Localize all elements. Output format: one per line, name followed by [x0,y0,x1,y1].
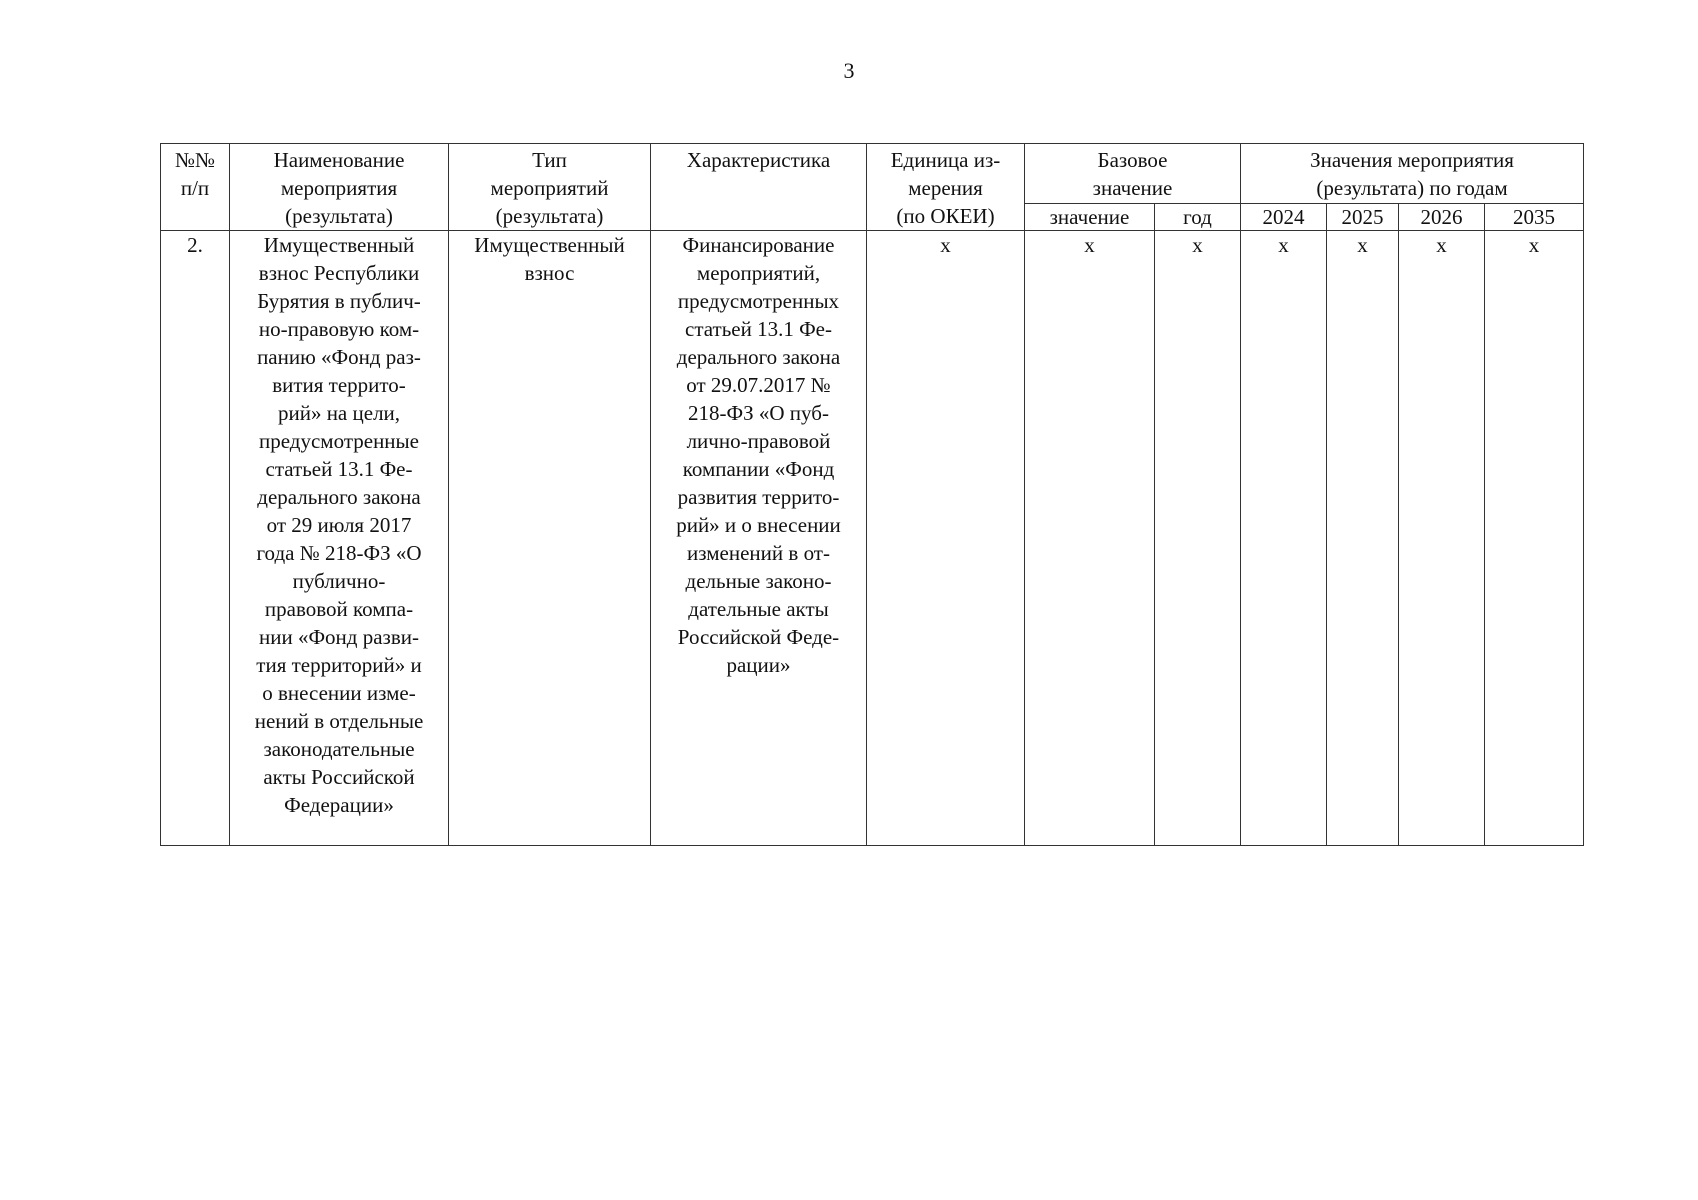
header-base-value-group [1025,144,1241,204]
header-values-group-line: (результата) по годам [1316,176,1508,200]
characteristic-line: дерального закона [676,345,841,369]
header-year-2025: 2025 [1327,203,1399,230]
header-number-line: п/п [180,176,210,200]
header-unit-line: Единица из- [890,148,1001,172]
header-base-group-line: Базовое [1097,148,1168,172]
header-name-line: Наименование [273,148,405,172]
characteristic-line: развития террито- [677,485,840,509]
header-unit-line: (по ОКЕИ) [896,204,995,228]
row-unit: х [867,231,1025,846]
table-body [161,231,1584,846]
row-value-2024: х [1241,231,1327,846]
activity-name-line: взнос Республики [258,261,420,285]
header-unit-line: мерения [908,176,983,200]
header-number [161,144,230,231]
page-number: 3 [843,58,855,83]
header-values-group-line: Значения мероприятия [1310,148,1514,172]
characteristic-line: статьей 13.1 Фе- [685,317,832,341]
activity-type-line: Имущественный [474,233,625,257]
row-value-2035: х [1485,231,1584,846]
header-activity-name [230,144,449,231]
header-characteristic [651,144,867,231]
activity-name-line: публично- [292,569,386,593]
header-type-line: (результата) [495,204,604,228]
header-activity-type [449,144,651,231]
row-base-year: х [1155,231,1241,846]
activity-name-line: законодательные [263,737,415,761]
row-activity-name [230,231,449,846]
header-name-line: мероприятия [280,176,398,200]
table-header [161,144,1584,231]
header-year-2035: 2035 [1485,203,1584,230]
activity-name-line: панию «Фонд раз- [257,345,421,369]
activity-name-line: Федерации» [284,793,394,817]
activity-type-text [453,231,646,287]
characteristic-text [655,231,862,679]
activity-name-line: дерального закона [257,485,421,509]
activity-name-line: акты Российской [263,765,415,789]
characteristic-line: изменений в от- [687,541,830,565]
activity-name-line: статьей 13.1 Фе- [265,457,413,481]
activity-name-line: нии «Фонд разви- [259,625,419,649]
characteristic-line: рации» [726,653,791,677]
activity-name-line: нений в отдельные [254,709,424,733]
header-type-line: Тип [532,148,567,172]
header-row-1 [161,144,1584,204]
activity-name-line: Бурятия в публич- [257,289,421,313]
activity-name-line: предусмотренные [259,429,419,453]
activity-name-line: Имущественный [263,233,415,257]
header-characteristic-line: Характеристика [686,148,831,172]
activity-name-line: но-правовую ком- [258,317,420,341]
row-characteristic [651,231,867,846]
header-yearly-values-group [1241,144,1584,204]
characteristic-line: дельные законо- [685,569,832,593]
characteristic-line: дательные акты [688,597,829,621]
header-base-group-line: значение [1092,176,1173,200]
header-number-line: №№ [174,148,216,172]
header-year-2026: 2026 [1399,203,1485,230]
characteristic-line: лично-правовой [686,429,831,453]
characteristic-line: 218-ФЗ «О пуб- [688,401,829,425]
characteristic-line: от 29.07.2017 № [686,373,831,397]
header-type-line: мероприятий [490,176,609,200]
characteristic-line: Финансирование [682,233,835,257]
characteristic-line: Российской Феде- [677,625,840,649]
characteristic-line: мероприятий, [696,261,821,285]
row-value-2025: х [1327,231,1399,846]
header-base-value: значение [1025,203,1155,230]
activity-type-line: взнос [524,261,575,285]
activity-name-line: правовой компа- [264,597,414,621]
header-base-year: год [1155,203,1241,230]
table-row [161,231,1584,846]
activity-name-line: тия территорий» и [256,653,422,677]
header-year-2024: 2024 [1241,203,1327,230]
characteristic-line: компании «Фонд [682,457,835,481]
header-unit [867,144,1025,231]
activity-name-line: вития террито- [272,373,406,397]
row-activity-type [449,231,651,846]
activity-name-line: от 29 июля 2017 [266,513,412,537]
activity-name-line: рий» на цели, [277,401,401,425]
row-value-2026: х [1399,231,1485,846]
activity-name-line: года № 218-ФЗ «О [256,541,422,565]
activity-name-line: о внесении изме- [262,681,416,705]
activity-name-text [234,231,444,819]
activity-table [160,143,1584,846]
header-name-line: (результата) [285,204,393,228]
characteristic-line: предусмотренных [677,289,840,313]
row-number: 2. [161,231,230,846]
row-base-value: х [1025,231,1155,846]
characteristic-line: рий» и о внесении [676,513,841,537]
